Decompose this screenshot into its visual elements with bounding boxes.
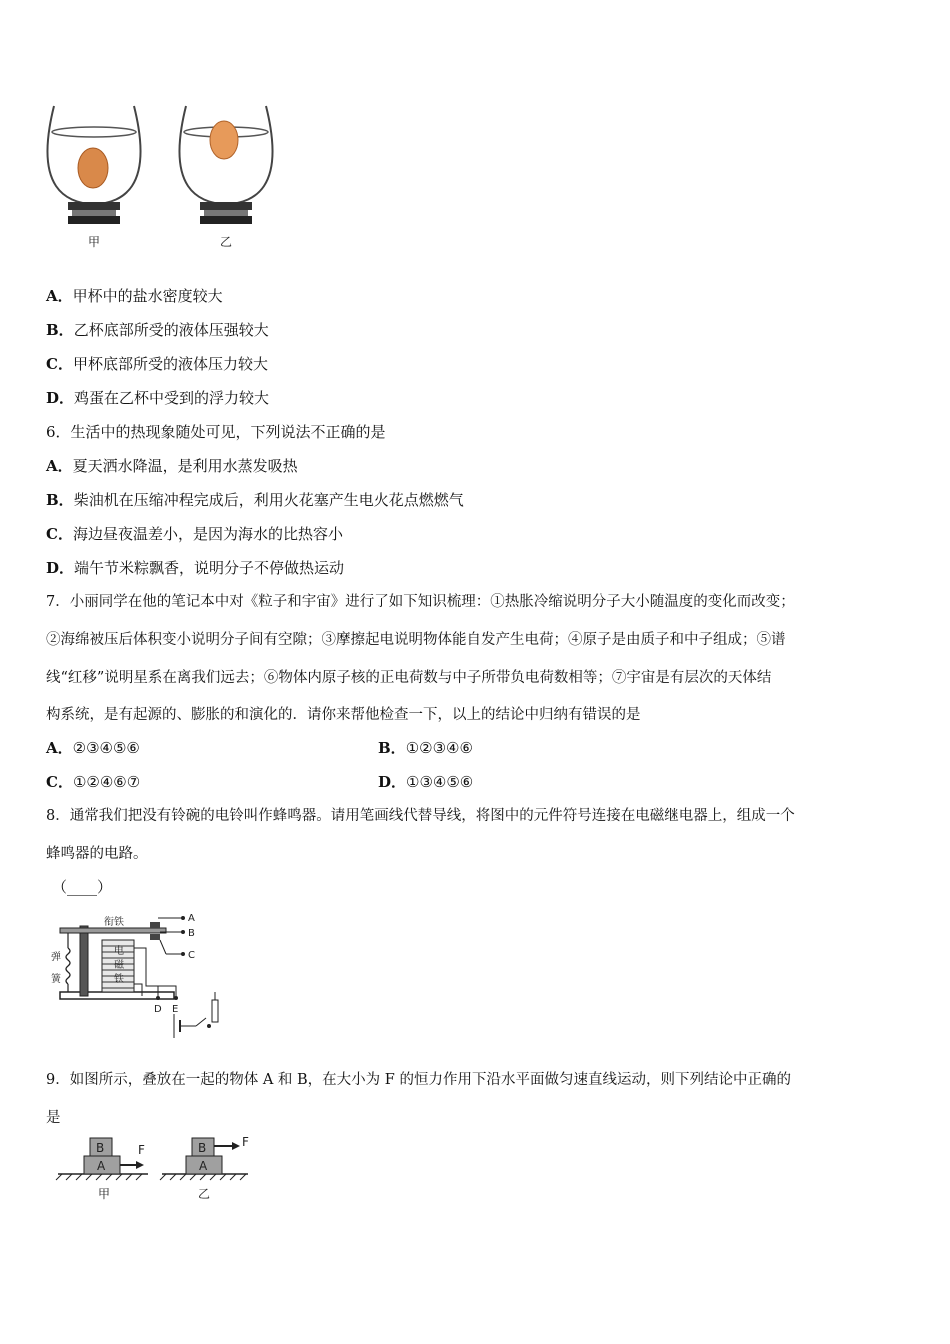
terminal-e: E [172,1004,179,1015]
q7-stem-line-1: 7．小丽同学在他的笔记本中对《粒子和宇宙》进行了如下知识梳理：①热胀冷缩说明分子大小随温度的变化而改变； [46,594,795,610]
q8-stem-line-2: 蜂鸣器的电路。 [46,846,148,862]
q7-stem-line-2: ②海绵被压后体积变小说明分子间有空隙；③摩擦起电说明物体能自发产生电荷；④原子是由质子和中子组成；⑤谱 [46,632,786,648]
q8-answer-blank: （____） [52,878,113,896]
label-armature: 衔铁 [104,917,124,928]
q6-stem: 6．生活中的热现象随处可见，下列说法不正确的是 [46,423,386,441]
yi-force-label: F [242,1135,249,1149]
q6-option-b: B．柴油机在压缩冲程完成后，利用火花塞产生电火花点燃燃气 [46,491,464,509]
q7-option-a: A．②③④⑤⑥ [46,739,140,757]
q6-option-d: D．端午节米粽飘香，说明分子不停做热运动 [46,559,345,577]
jia-force-label: F [138,1143,145,1157]
q7-option-d: D．①③④⑤⑥ [378,773,474,791]
q5-option-d: D．鸡蛋在乙杯中受到的浮力较大 [46,389,270,407]
q9-stem-line-1: 9．如图所示，叠放在一起的物体 A 和 B，在大小为 F 的恒力作用下沿水平面做匀速直线运动，则下列结论中正确的 [46,1072,791,1088]
q5-option-b: B．乙杯底部所受的液体压强较大 [46,321,269,339]
q7-stem-line-4: 构系统，是有起源的、膨胀的和演化的．请你来帮他检查一下，以上的结论中归纳有错误的是 [46,707,641,723]
caption-jia: 甲 [88,235,101,249]
q8-stem-line-1: 8．通常我们把没有铃碗的电铃叫作蜂鸣器。请用笔画线代替导线，将图中的元件符号连接在电磁继电器上，组成一个 [46,808,795,824]
q7-option-b: B．①②③④⑥ [378,739,473,757]
label-spring-2: 簧 [51,974,61,985]
terminal-b: B [188,928,195,939]
setup-jia [56,1138,148,1201]
label-core-1: 电 [114,946,124,957]
jia-caption: 甲 [98,1187,111,1201]
q6-option-c: C．海边昼夜温差小，是因为海水的比热容小 [46,525,343,543]
q7-stem-line-3: 线“红移”说明星系在离我们远去；⑥物体内原子核的正电荷数与中子所带负电荷数相等；⑦宇宙是有层次的天体结 [46,670,772,686]
yi-block-b: B [198,1141,207,1155]
label-core-3: 铁 [114,974,124,985]
egg-yi [210,121,238,159]
q9-stem-line-2: 是 [46,1110,61,1126]
stacked-blocks-figure [52,1132,262,1208]
jia-block-a: A [97,1159,106,1173]
terminal-c: C [188,950,195,961]
yi-caption: 乙 [198,1187,211,1201]
label-spring-1: 弹 [51,952,61,963]
label-core-2: 磁 [114,960,124,971]
q6-option-a: A．夏天洒水降温，是利用水蒸发吸热 [46,457,298,475]
caption-yi: 乙 [220,235,233,249]
egg-beaker-figure [42,98,282,258]
beaker-jia [48,106,141,224]
relay-figure [46,908,246,1053]
terminal-d: D [154,1004,162,1015]
terminal-a: A [188,913,195,924]
egg-jia [78,148,108,188]
q5-option-c: C．甲杯底部所受的液体压力较大 [46,355,268,373]
jia-block-b: B [96,1141,105,1155]
beaker-yi [180,106,273,224]
q5-option-a: A．甲杯中的盐水密度较大 [46,287,223,305]
yi-block-a: A [199,1159,208,1173]
setup-yi [160,1135,249,1201]
q7-option-c: C．①②④⑥⑦ [46,773,141,791]
